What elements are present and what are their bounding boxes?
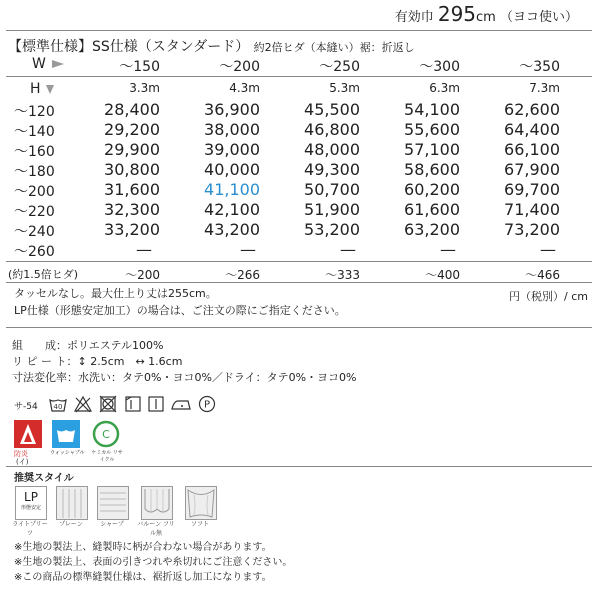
- price-cell: 55,600: [404, 120, 460, 139]
- row-height: ～240: [14, 224, 55, 240]
- price-cell: 32,300: [104, 200, 160, 219]
- price-cell: 38,000: [204, 120, 260, 139]
- price-cell: 36,900: [204, 100, 260, 119]
- divider: [6, 30, 592, 31]
- price-cell-empty: —: [340, 240, 356, 259]
- price-cell-empty: —: [540, 240, 556, 259]
- panel-width: 7.3m: [529, 81, 560, 95]
- style-balloon-icon: [141, 486, 173, 520]
- iron-low-icon: [169, 394, 193, 414]
- washable-label: ウォッシャブル: [50, 450, 85, 456]
- price-cell-empty: —: [240, 240, 256, 259]
- width-value: 295: [437, 2, 477, 26]
- width-note: （ヨコ使い）: [499, 10, 578, 25]
- fire-label: 防炎: [14, 450, 28, 458]
- panel-width: 3.3m: [129, 81, 160, 95]
- table-row: [0, 140, 600, 159]
- price-cell-empty: —: [136, 240, 152, 259]
- panel-width: 6.3m: [429, 81, 460, 95]
- price-cell: 60,200: [404, 180, 460, 199]
- wash-40-icon: [48, 394, 68, 414]
- shrink-value: 水洗い：タテ0%・ヨコ0%／ドライ：タテ0%・ヨコ0%: [78, 371, 357, 384]
- footnote: ※この商品の標準縫製仕様は、裾折返し加工になります。: [14, 572, 272, 583]
- repeat-value: ↕ 2.5cm ↔ 1.6cm: [77, 355, 183, 368]
- composition-value: ポリエステル100%: [67, 339, 164, 352]
- row-height: ～160: [14, 144, 55, 160]
- price-cell: 62,600: [504, 100, 560, 119]
- height-header-row: [0, 81, 600, 99]
- price-cell: 66,100: [504, 140, 560, 159]
- price-cell: 48,000: [304, 140, 360, 159]
- price-cell: 54,100: [404, 100, 460, 119]
- fold-cell: ～266: [225, 268, 260, 282]
- fold-cell: ～400: [425, 268, 460, 282]
- divider: [6, 327, 592, 328]
- panel-width: 4.3m: [229, 81, 260, 95]
- spec-repeat: リ ピ ー ト：↕ 2.5cm ↔ 1.6cm: [12, 355, 183, 368]
- price-cell: 46,800: [304, 120, 360, 139]
- arrow-down-icon: [46, 85, 54, 94]
- spec-title: [8, 36, 415, 56]
- shrink-label: 寸法変化率: [12, 371, 67, 384]
- spec-title-main: 【標準仕様】SS仕様（スタンダード）: [8, 39, 250, 55]
- price-cell: 39,000: [204, 140, 260, 159]
- price-cell: 61,600: [404, 200, 460, 219]
- row-height: ～140: [14, 124, 55, 140]
- line-dry-icon: [123, 394, 143, 414]
- price-cell: 57,100: [404, 140, 460, 159]
- price-cell: 29,200: [104, 120, 160, 139]
- styles-heading: 推奨スタイル: [14, 473, 74, 484]
- row-height: ～220: [14, 204, 55, 220]
- width-col: ～350: [519, 59, 560, 75]
- price-cell: 51,900: [304, 200, 360, 219]
- style-label: プレーン: [59, 521, 83, 528]
- table-row: [0, 100, 600, 119]
- price-cell: 69,700: [504, 180, 560, 199]
- divider: [6, 466, 592, 467]
- price-cell: 64,400: [504, 120, 560, 139]
- style-label: シャープ: [100, 521, 124, 528]
- price-cell: 50,700: [304, 180, 360, 199]
- style-soft-icon: [185, 486, 217, 520]
- width-col: ～300: [419, 59, 460, 75]
- price-cell: 28,400: [104, 100, 160, 119]
- svg-text:P: P: [203, 399, 211, 411]
- h-label: H: [30, 81, 54, 97]
- fold-cell: ～333: [325, 268, 360, 282]
- unit-note: 円（税別）/ cm: [509, 290, 588, 303]
- price-cell: 58,600: [404, 160, 460, 179]
- width-prefix: 有効巾: [394, 10, 434, 25]
- table-row: [0, 180, 600, 199]
- no-bleach-icon: [73, 394, 93, 414]
- repeat-label: リ ピ ー ト: [12, 355, 67, 368]
- footnote: ※生地の製法上、表面の引きつれや糸切れにご注意ください。: [14, 557, 293, 568]
- row-height: ～200: [14, 184, 55, 200]
- width-header-row: [0, 56, 600, 74]
- price-cell: 31,600: [104, 180, 160, 199]
- recycle-label: ケミカル リサイクル: [91, 450, 123, 463]
- divider: [6, 282, 592, 283]
- price-cell: 49,300: [304, 160, 360, 179]
- style-label: バルーン フリル無: [137, 521, 175, 537]
- price-cell: 63,200: [404, 220, 460, 239]
- price-cell-empty: —: [440, 240, 456, 259]
- fold-cell: ～200: [125, 268, 160, 282]
- width-unit: cm: [476, 10, 496, 25]
- style-label: ソフト: [190, 521, 209, 528]
- price-cell: 53,200: [304, 220, 360, 239]
- svg-text:40: 40: [53, 403, 63, 411]
- drip-dry-icon: [146, 394, 166, 414]
- row-height: ～120: [14, 104, 55, 120]
- divider: [6, 76, 592, 77]
- table-row: [0, 220, 600, 239]
- tassel-note: タッセルなし。最大仕上り丈は255cm。: [14, 287, 217, 300]
- table-row: [0, 200, 600, 219]
- width-col: ～150: [119, 59, 160, 75]
- fire-sub: (イ): [16, 458, 29, 466]
- footnote: ※生地の製法上、縫製時に柄が合わない場合があります。: [14, 542, 272, 553]
- price-cell: 33,200: [104, 220, 160, 239]
- spec-composition: 組 成：ポリエステル100%: [12, 339, 164, 352]
- composition-label: 組 成: [12, 339, 56, 352]
- recycle-badge-icon: [92, 420, 120, 448]
- table-row: [0, 160, 600, 179]
- price-cell: 43,200: [204, 220, 260, 239]
- row-height: ～180: [14, 164, 55, 180]
- spec-shrink: 寸法変化率：水洗い：タテ0%・ヨコ0%／ドライ：タテ0%・ヨコ0%: [12, 371, 357, 384]
- table-row: [0, 240, 600, 259]
- fire-retardant-badge-icon: [14, 420, 42, 448]
- fold-label: (約1.5倍ヒダ): [8, 268, 79, 281]
- care-code: サ-54: [14, 402, 38, 412]
- svg-text:C: C: [102, 428, 110, 441]
- lp-note: LP仕様（形態安定加工）の場合は、ご注文の際にご指定ください。: [14, 304, 346, 317]
- table-row: [0, 120, 600, 139]
- style-lp-icon: LP 形態安定: [15, 486, 47, 520]
- style-plain-icon: [56, 486, 88, 520]
- width-col: ～200: [219, 59, 260, 75]
- price-cell: 67,900: [504, 160, 560, 179]
- spec-title-sub: 約2倍ヒダ（本縫い）裾：折返し: [253, 41, 415, 54]
- arrow-right-icon: [52, 60, 64, 68]
- no-tumble-dry-icon: [98, 394, 118, 414]
- fold-row: [0, 264, 600, 283]
- width-info: [395, 2, 578, 26]
- price-cell: 40,000: [204, 160, 260, 179]
- price-cell: 29,900: [104, 140, 160, 159]
- price-cell: 30,800: [104, 160, 160, 179]
- w-label: W: [32, 56, 64, 72]
- width-col: ～250: [319, 59, 360, 75]
- price-cell: 73,200: [504, 220, 560, 239]
- fold-cell: ～466: [525, 268, 560, 282]
- washable-badge-icon: [52, 420, 80, 448]
- price-cell: 42,100: [204, 200, 260, 219]
- dry-clean-p-icon: [197, 394, 217, 414]
- divider: [6, 261, 592, 262]
- style-label: ライトプリーツ: [12, 521, 48, 537]
- price-cell: 71,400: [504, 200, 560, 219]
- style-sharp-icon: [97, 486, 129, 520]
- panel-width: 5.3m: [329, 81, 360, 95]
- price-cell-highlighted: 41,100: [204, 180, 260, 199]
- price-cell: 45,500: [304, 100, 360, 119]
- row-height: ～260: [14, 244, 55, 260]
